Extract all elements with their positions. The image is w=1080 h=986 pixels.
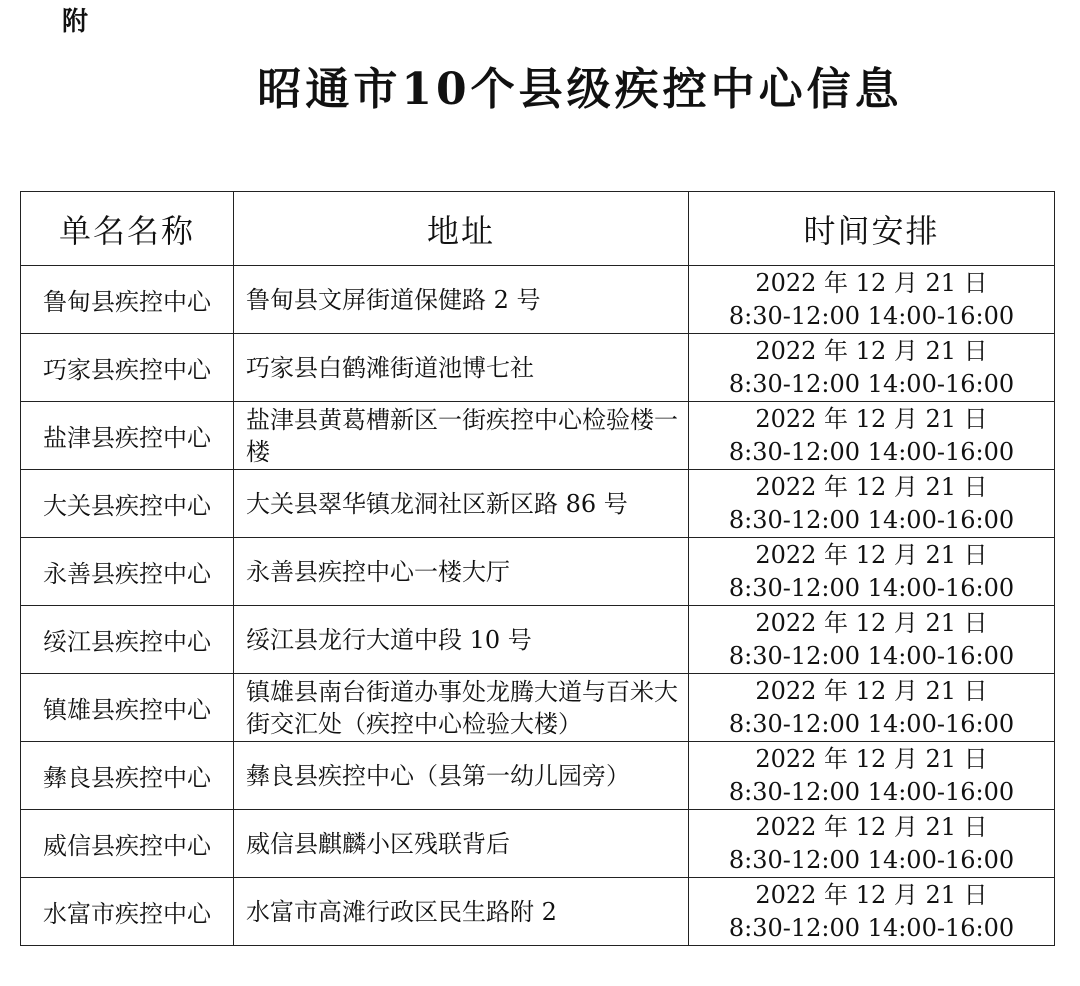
cell-name: 大关县疾控中心 — [21, 470, 234, 538]
cell-hours: 8:30-12:00 14:00-16:00 — [728, 709, 1015, 738]
cell-time — [689, 266, 1055, 334]
table-row — [21, 742, 1055, 810]
cell-date: 2022 年 12 月 21 日 — [755, 608, 988, 637]
cell-date: 2022 年 12 月 21 日 — [755, 404, 988, 433]
cell-hours: 8:30-12:00 14:00-16:00 — [728, 641, 1015, 670]
cell-name: 绥江县疾控中心 — [21, 606, 234, 674]
table-row — [21, 334, 1055, 402]
cell-date: 2022 年 12 月 21 日 — [755, 268, 988, 297]
cell-name: 鲁甸县疾控中心 — [21, 266, 234, 334]
cell-hours: 8:30-12:00 14:00-16:00 — [728, 845, 1015, 874]
cell-time — [689, 334, 1055, 402]
cell-address: 盐津县黄葛槽新区一街疾控中心检验楼一楼 — [234, 402, 689, 470]
cell-address: 威信县麒麟小区残联背后 — [234, 810, 689, 878]
cell-name: 巧家县疾控中心 — [21, 334, 234, 402]
cell-address: 彝良县疾控中心（县第一幼儿园旁） — [234, 742, 689, 810]
table-row — [21, 470, 1055, 538]
cell-hours: 8:30-12:00 14:00-16:00 — [728, 437, 1015, 466]
page-title: 昭通市10个县级疾控中心信息 — [257, 64, 903, 115]
table-row — [21, 606, 1055, 674]
annex-label: 附 — [62, 7, 89, 37]
cell-date: 2022 年 12 月 21 日 — [755, 676, 988, 705]
cell-address: 巧家县白鹤滩街道池博七社 — [234, 334, 689, 402]
header-address: 地址 — [234, 192, 689, 266]
table-row — [21, 266, 1055, 334]
cell-address: 鲁甸县文屏街道保健路 2 号 — [234, 266, 689, 334]
cell-name: 威信县疾控中心 — [21, 810, 234, 878]
cell-date: 2022 年 12 月 21 日 — [755, 744, 988, 773]
cell-hours: 8:30-12:00 14:00-16:00 — [728, 777, 1015, 806]
cell-time — [689, 470, 1055, 538]
cell-hours: 8:30-12:00 14:00-16:00 — [728, 505, 1015, 534]
cell-address: 水富市高滩行政区民生路附 2 — [234, 878, 689, 946]
cell-hours: 8:30-12:00 14:00-16:00 — [728, 369, 1015, 398]
cell-time — [689, 606, 1055, 674]
header-name: 单名名称 — [21, 192, 234, 266]
table-row — [21, 810, 1055, 878]
cell-address: 永善县疾控中心一楼大厅 — [234, 538, 689, 606]
cell-time — [689, 742, 1055, 810]
cell-date: 2022 年 12 月 21 日 — [755, 336, 988, 365]
cell-name: 水富市疾控中心 — [21, 878, 234, 946]
cell-time — [689, 402, 1055, 470]
cell-date: 2022 年 12 月 21 日 — [755, 540, 988, 569]
table-row — [21, 538, 1055, 606]
cell-time — [689, 810, 1055, 878]
cell-name: 彝良县疾控中心 — [21, 742, 234, 810]
table-header-row — [21, 192, 1055, 266]
table-row — [21, 402, 1055, 470]
cell-address: 绥江县龙行大道中段 10 号 — [234, 606, 689, 674]
table-row — [21, 878, 1055, 946]
cell-date: 2022 年 12 月 21 日 — [755, 880, 988, 909]
cell-time — [689, 878, 1055, 946]
cell-time — [689, 674, 1055, 742]
cell-hours: 8:30-12:00 14:00-16:00 — [728, 573, 1015, 602]
cell-address: 大关县翠华镇龙洞社区新区路 86 号 — [234, 470, 689, 538]
cell-date: 2022 年 12 月 21 日 — [755, 812, 988, 841]
cdc-info-table — [20, 191, 1055, 946]
cell-time — [689, 538, 1055, 606]
cell-name: 盐津县疾控中心 — [21, 402, 234, 470]
cell-date: 2022 年 12 月 21 日 — [755, 472, 988, 501]
cell-hours: 8:30-12:00 14:00-16:00 — [728, 301, 1015, 330]
header-time: 时间安排 — [689, 192, 1055, 266]
cell-address: 镇雄县南台街道办事处龙腾大道与百米大街交汇处（疾控中心检验大楼） — [234, 674, 689, 742]
table-row — [21, 674, 1055, 742]
cell-name: 永善县疾控中心 — [21, 538, 234, 606]
cell-hours: 8:30-12:00 14:00-16:00 — [728, 913, 1015, 942]
cell-name: 镇雄县疾控中心 — [21, 674, 234, 742]
